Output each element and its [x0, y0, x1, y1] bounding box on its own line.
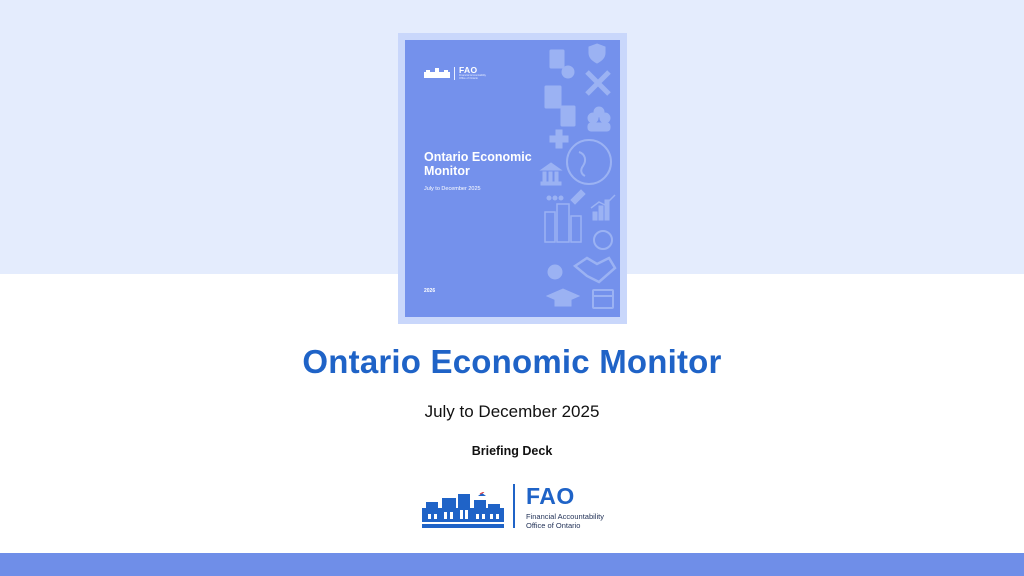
fao-acronym: FAO: [526, 483, 575, 509]
globe-icon: [567, 140, 611, 184]
calendar-icon: [593, 290, 613, 308]
graduation-cap-icon: [547, 289, 579, 306]
money-bag-icon: [562, 66, 574, 78]
coin-icon: [594, 231, 612, 249]
page-title: Ontario Economic Monitor: [302, 343, 722, 380]
deck-type-label: Briefing Deck: [471, 444, 553, 458]
cover-logo-divider: [454, 67, 455, 80]
report-cover-thumbnail: [398, 33, 627, 324]
legislature-building-icon: [422, 492, 504, 528]
cover-year: 2026: [424, 288, 436, 294]
fao-name-line2: Office of Ontario: [526, 521, 581, 530]
dots-icon: [547, 196, 563, 200]
report-cover: [405, 40, 620, 317]
cover-fao-acronym: FAO: [459, 65, 478, 75]
rocket-icon: [571, 190, 585, 204]
cover-fao-logo: [424, 66, 487, 80]
shield-icon: [589, 44, 605, 63]
handshake-icon: [575, 258, 615, 282]
report-period: July to December 2025: [424, 402, 600, 421]
cover-title: Ontario Economic Monitor: [424, 150, 532, 178]
legislature-building-icon: [424, 68, 450, 78]
city-buildings-icon: [545, 204, 581, 242]
bank-icon: [541, 163, 561, 185]
invoice-icon: [545, 86, 561, 108]
fao-name-line1: Financial Accountability: [526, 512, 604, 521]
bottom-background-band: [0, 553, 1024, 576]
cover-fao-name: Financial Accountability Office of Ontario: [459, 74, 486, 80]
logo-divider: [513, 484, 515, 528]
cover-subtitle: July to December 2025: [424, 186, 481, 192]
tools-icon: [587, 72, 609, 94]
calculator-icon: [561, 106, 575, 126]
bar-chart-icon: [591, 195, 615, 220]
people-icon: [588, 107, 610, 131]
medical-cross-icon: [550, 130, 568, 148]
fao-logo: [422, 484, 604, 530]
cover-icon-collage: [535, 40, 620, 317]
document-icon: [550, 50, 564, 68]
money-bag-hand-icon: [548, 265, 562, 279]
